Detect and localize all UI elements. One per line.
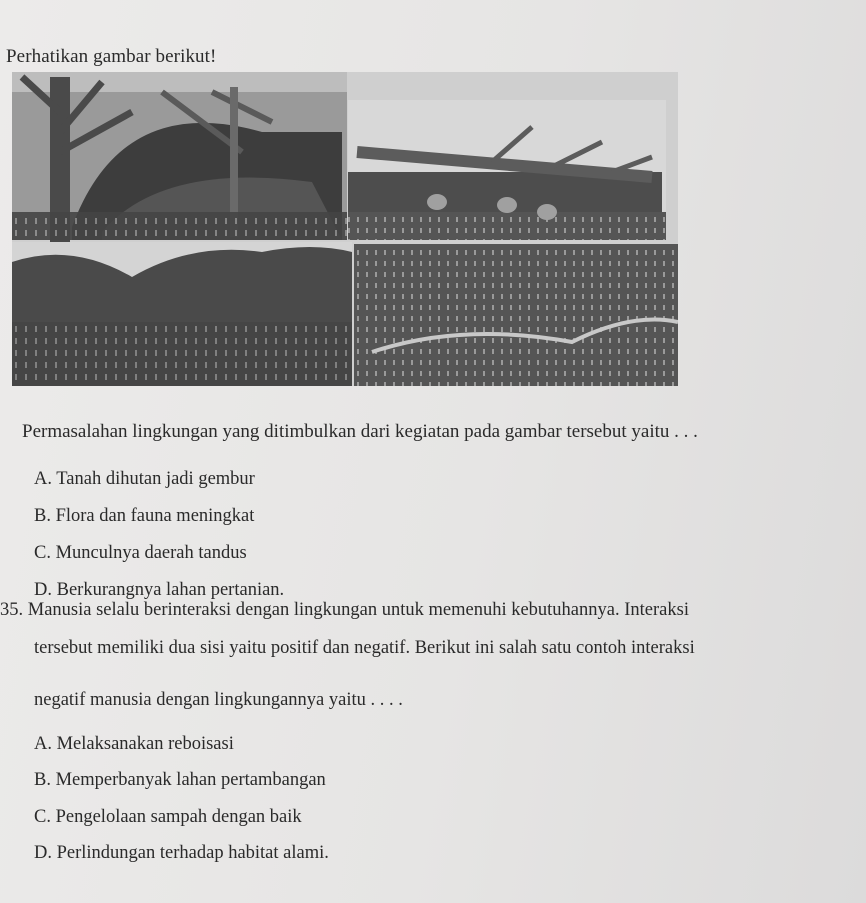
q34-question: Permasalahan lingkungan yang ditimbulkan dari kegiatan pada gambar tersebut yaitu . . . [22,421,698,442]
deforestation-illustration [12,72,678,386]
hill-panel [12,242,352,386]
q35-option-b: B. Memperbanyak lahan pertambangan [34,770,326,790]
barren-panel [354,244,678,386]
q35-line3: negatif manusia dengan lingkungannya yaitu . . . . [34,690,403,710]
cut-log-panel [348,100,666,240]
q35-line1: 35. Manusia selalu berinteraksi dengan lingkungan untuk memenuhi kebutuhannya. Interaksi [0,600,689,620]
q34-option-a: A. Tanah dihutan jadi gembur [34,469,255,489]
q34-option-d: D. Berkurangnya lahan pertanian. [34,580,285,600]
q35-line2: tersebut memiliki dua sisi yaitu positif dan negatif. Berikut ini salah satu contoh interaksi [34,638,695,658]
q35-option-c: C. Pengelolaan sampah dengan baik [34,807,302,827]
intro-text: Perhatikan gambar berikut! [6,46,217,67]
q35-option-d: D. Perlindungan terhadap habitat alami. [34,843,329,863]
forest-panel [12,72,347,242]
q34-option-b: B. Flora dan fauna meningkat [34,506,255,526]
q34-option-c: C. Munculnya daerah tandus [34,543,247,563]
q35-option-a: A. Melaksanakan reboisasi [34,734,234,754]
